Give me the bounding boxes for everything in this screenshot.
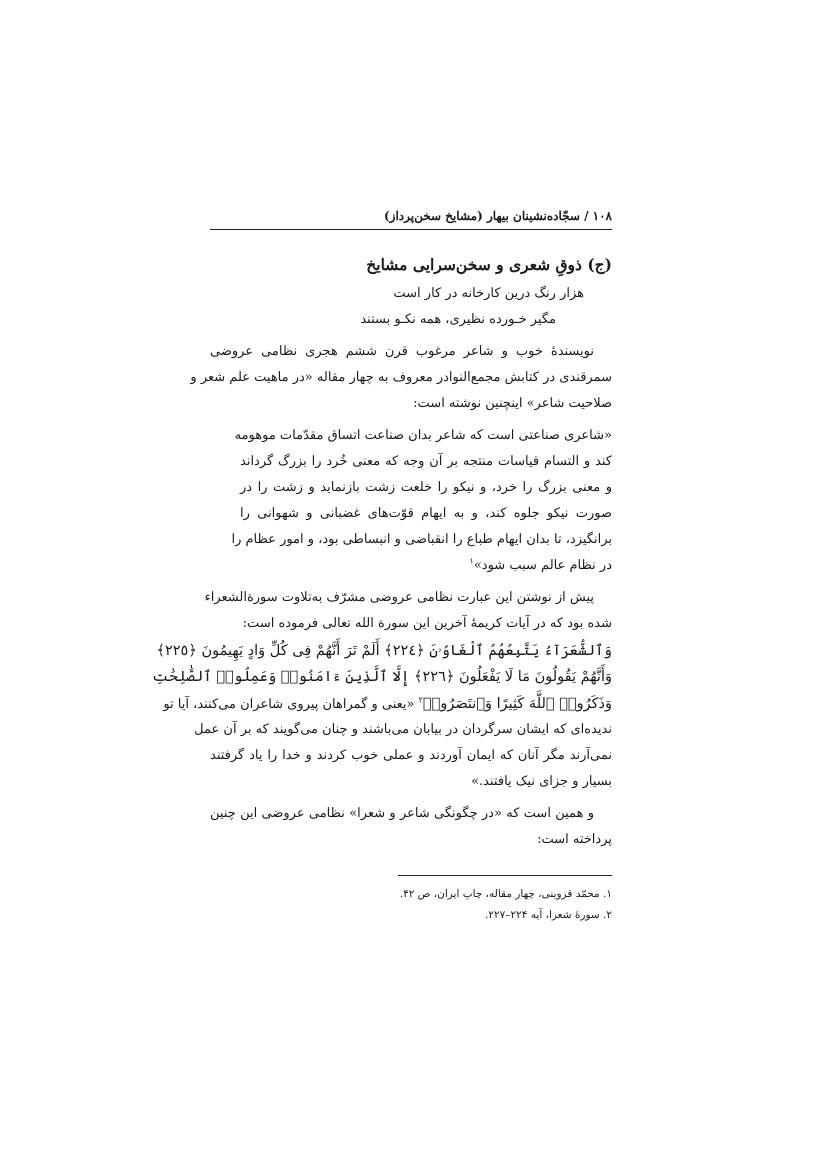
header-divider: [210, 229, 612, 230]
paragraph-3-line-2: پرداخته است:: [537, 832, 612, 847]
footnote-2: ۲. سورۀ شعرا، آیه ۲۲۴–۲۲۷.: [485, 909, 612, 921]
paragraph-3-line-1: و همین است که «در چگونگی شاعر و شعرا» نظامی عروضی این چنین: [210, 806, 594, 821]
paragraph-2-line-2: شده بود که در آیات کریمۀ آخرین این سورة الله تعالی فرموده است:: [242, 616, 612, 631]
quote-line-3: و معنی بزرگ را خرد، و نیکو را خلعت زشت بازنماید و زشت را در: [240, 480, 612, 495]
paragraph-2-line-5: نمی‌آرند مگر آنان که ایمان آوردند و عملی خوب کردند و خدا را یاد گرفتند: [210, 748, 612, 763]
running-head: ۱۰۸ / سجّاده‌نشینان بیهار (مشایخ سخن‌پرداز): [383, 209, 612, 223]
quote-line-2: کند و التسام قیاسات منتجه بر آن وجه که معنی خُرد را بزرگ گرداند: [240, 454, 612, 469]
verse-line-2: مگیر خـورده نظیری، همه نکـو بستند: [360, 312, 556, 327]
paragraph-2-line-6: بسیار و جزای نیک یافتند.»: [471, 774, 612, 789]
footnote-1: ۱. محمّد قزوینی، چهار مقاله، چاپ ایران، ص ۴۲.: [399, 888, 612, 900]
paragraph-2-line-4: ندیده‌ای که ایشان سرگردان در بیابان می‌باشند و چنان می‌گویند که بر آن عمل: [194, 722, 612, 737]
paragraph-1-line-3: صلاحیت شاعر» اینچنین نوشته است:: [413, 396, 612, 411]
quran-verse-line-1: وَٱلشُّعَرَآءُ يَتَّبِعُهُمُ ٱلْغَاوُۥنَ ﴿٢٢٤﴾ أَلَمْ تَرَ أَنَّهُمْ فِى كُلِّ وَادٍ يَهِيمُونَ ﴿٢٢٥﴾: [156, 643, 612, 659]
verse-line-1: هزار رنگ درین کارخانه در کار است: [393, 286, 584, 301]
quote-line-1: «شاعری صناعتی است که شاعر بدان صناعت اتساق مقدّمات موهومه: [234, 428, 612, 443]
quote-line-6-text: در نظام عالم سبب شود»: [473, 558, 612, 573]
paragraph-1-line-2: سمرقندی در کتابش مجمع‌النوادر معروف به چهار مقاله «در ماهیت علم شعر و: [190, 370, 612, 385]
quran-verse-line-3: وَذَكَرُوا۟ ٱللَّهَ كَثِيرًا وَٱنتَصَرُوا۟: [422, 696, 612, 712]
translation-start: «یعنی و گمراهان پیروی شاعران می‌کنند، آیا تو: [163, 697, 419, 712]
footnote-divider: [398, 875, 612, 876]
paragraph-2-line-3: [163, 694, 612, 715]
paragraph-2-line-1: پیش از نوشتن این عبارت نظامی عروضی مشرّف به‌تلاوت سورة‌الشعراء: [204, 590, 594, 605]
footnote-marker-1[interactable]: ۱: [469, 556, 474, 566]
section-title: (ج) ذوقِ شعری و سخن‌سرایی مشایخ: [366, 255, 612, 274]
paragraph-1-line-1: نویسندۀ خوب و شاعر مرغوب قرن ششم هجری نظامی عروضی: [210, 344, 594, 359]
quote-line-5: برانگیزد، تا بدان ایهام طباع را انقباضی و انبساطی بود، و امور عظام را: [231, 532, 612, 547]
quote-line-6: [240, 556, 612, 576]
quran-verse-line-2: وَأَنَّهُمْ يَقُولُونَ مَا لَا يَفْعَلُونَ ﴿٢٢٦﴾ إِلَّا ٱلَّذِينَ ءَامَنُوا۟ وَعَمِلُوا۟ ٱلصَّٰلِحَٰتِ: [152, 669, 612, 685]
quote-line-4: صورت نیکو جلوه کند، و به ایهام قوّت‌های غضبانی و شهوانی را: [240, 506, 612, 521]
footnote-marker-2[interactable]: ۲: [418, 695, 423, 705]
